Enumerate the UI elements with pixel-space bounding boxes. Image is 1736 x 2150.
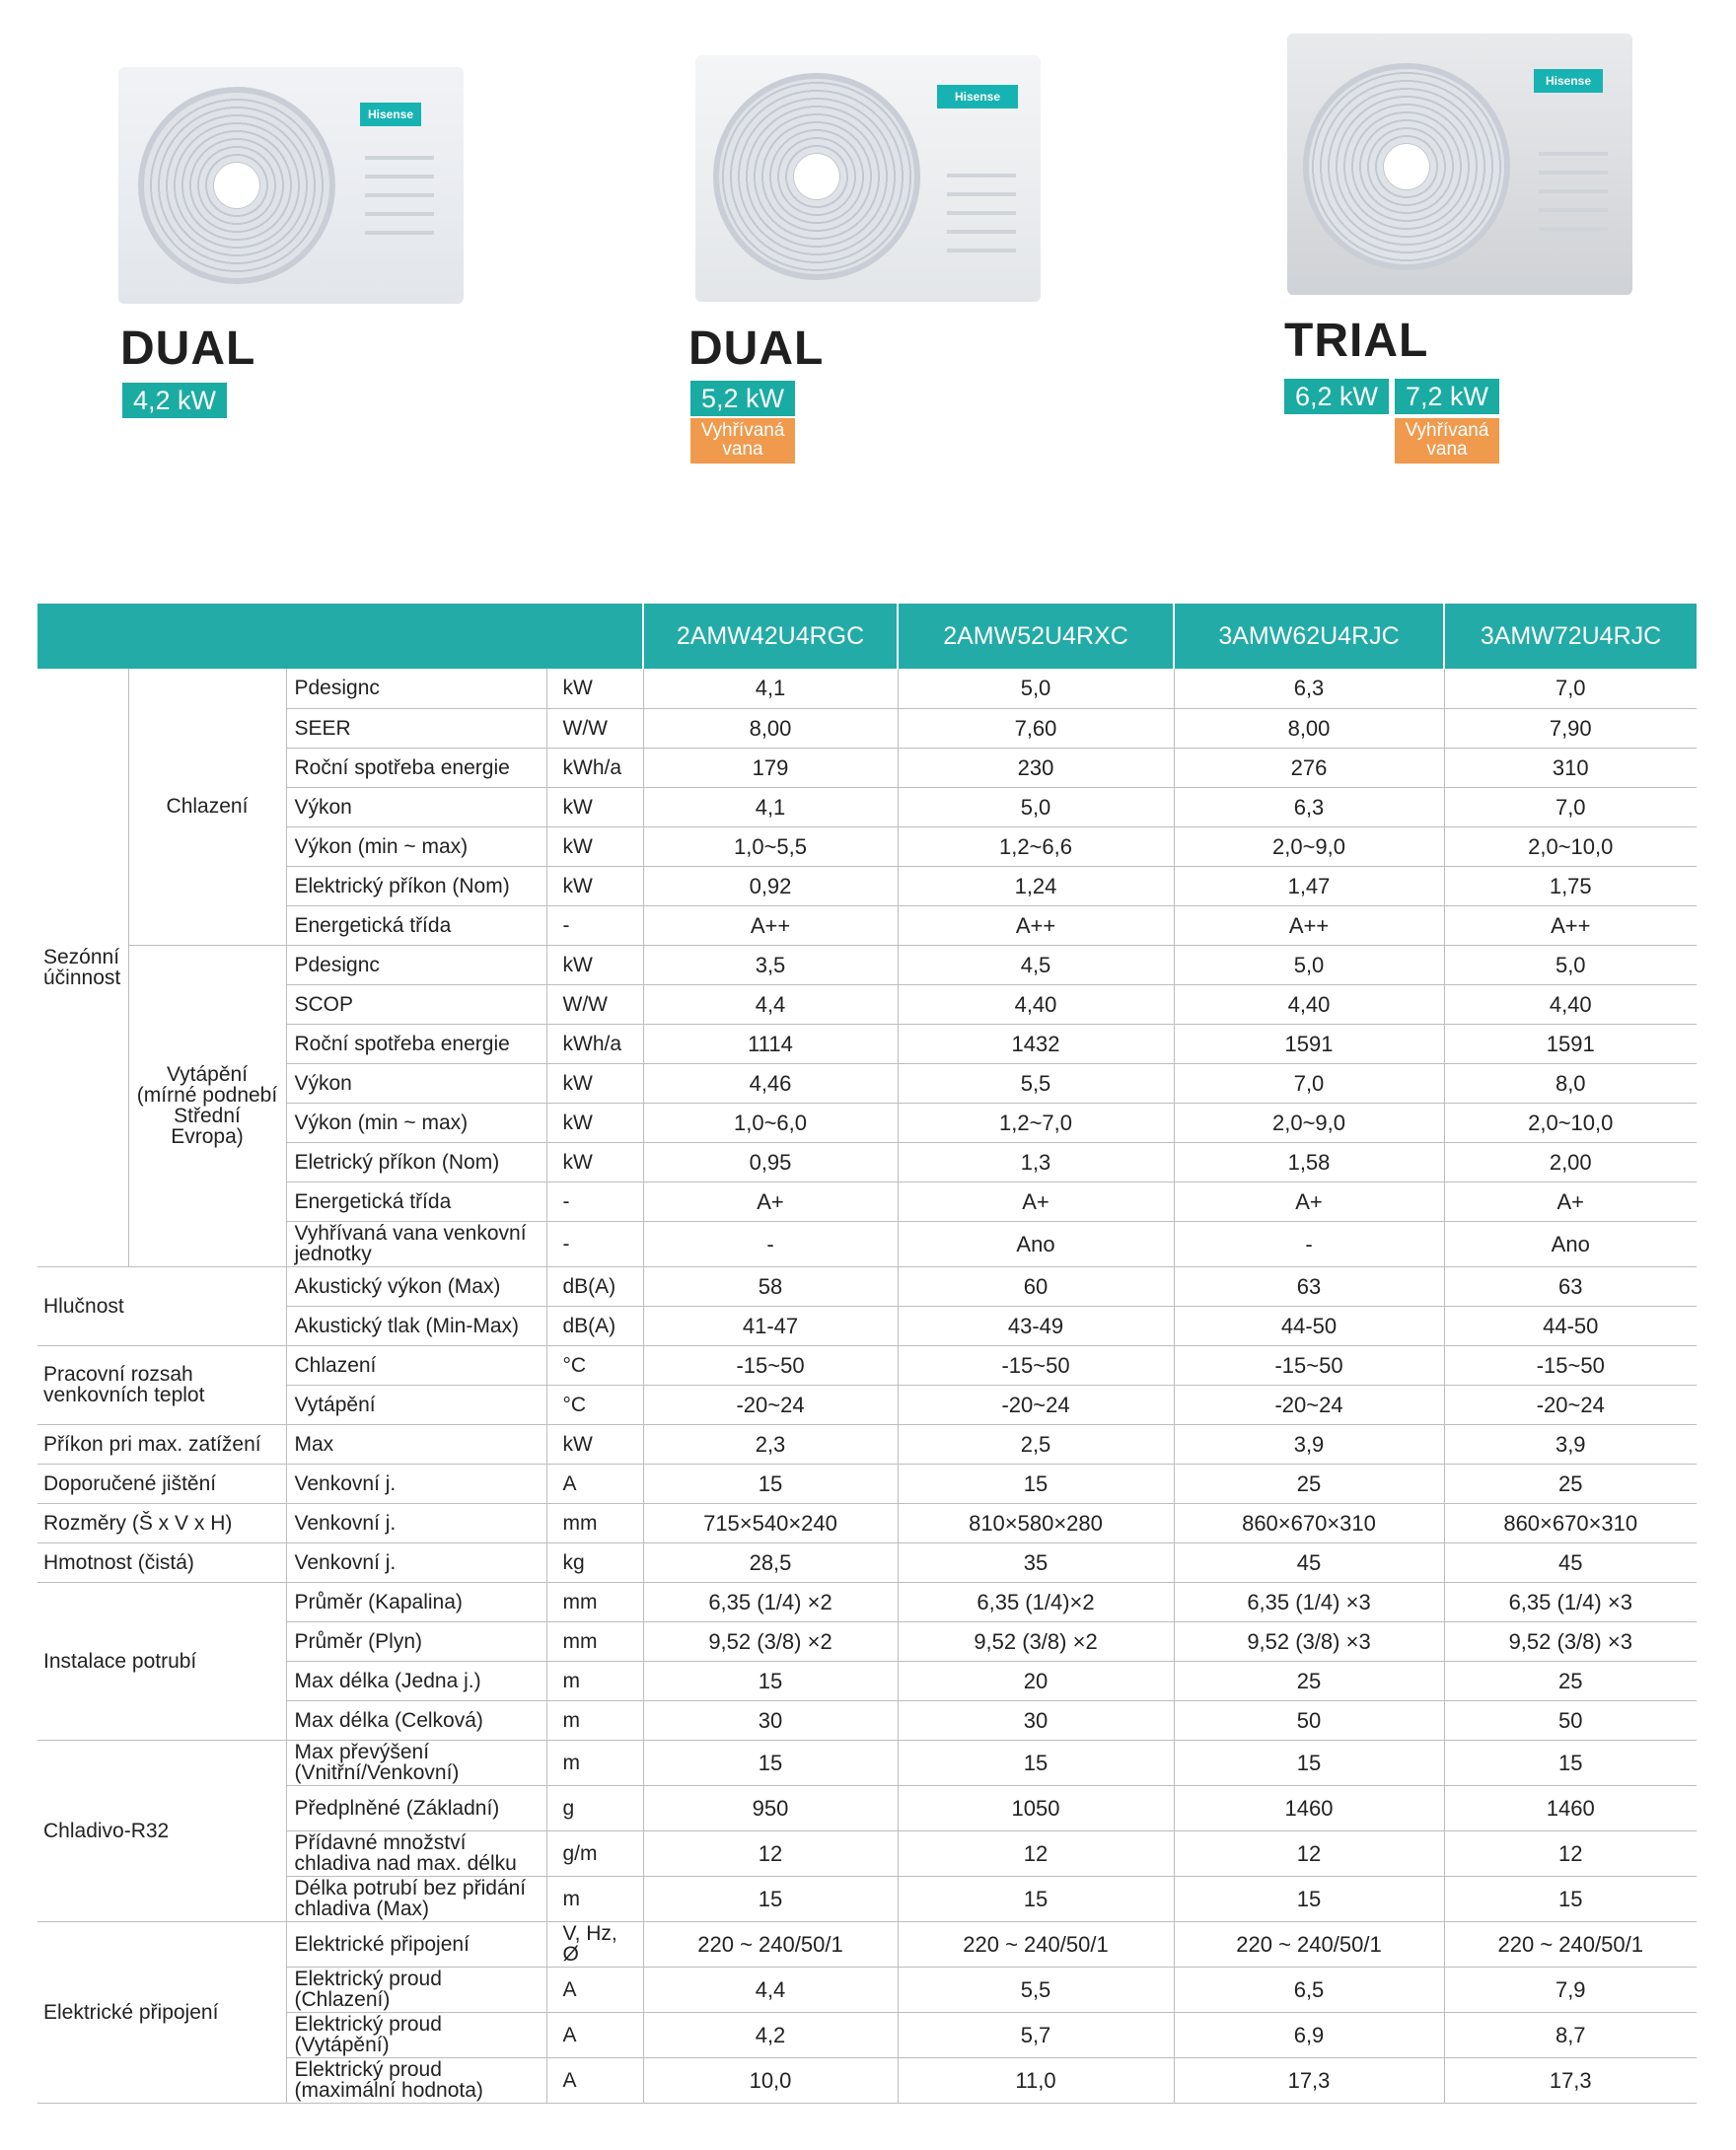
value-cell: 5,5 [898, 1967, 1174, 2012]
unit-label: kWh/a [546, 748, 643, 787]
value-cell: 4,40 [1444, 984, 1697, 1024]
value-cell: 220 ~ 240/50/1 [643, 1921, 898, 1967]
table-row [37, 1464, 1697, 1503]
parameter-label: Roční spotřeba energie [286, 1024, 546, 1063]
value-cell: 4,46 [643, 1063, 898, 1103]
parameter-label: Výkon (min ~ max) [286, 1103, 546, 1142]
unit-label: m [546, 1700, 643, 1740]
fan-icon [1303, 63, 1510, 270]
table-row [37, 1876, 1697, 1921]
unit-label: m [546, 1661, 643, 1700]
value-cell: 25 [1444, 1661, 1697, 1700]
value-cell: 35 [898, 1542, 1174, 1582]
value-cell: 58 [643, 1266, 898, 1306]
unit-label: - [546, 1221, 643, 1266]
value-cell: 220 ~ 240/50/1 [1444, 1921, 1697, 1967]
value-cell: 63 [1174, 1266, 1444, 1306]
subsection-label: Chlazení [128, 669, 286, 945]
value-cell: 4,40 [1174, 984, 1444, 1024]
value-cell: 5,0 [1444, 945, 1697, 984]
table-row [37, 2012, 1697, 2057]
value-cell: 9,52 (3/8) ×3 [1444, 1621, 1697, 1661]
value-cell: 20 [898, 1661, 1174, 1700]
power-badge-1: 4,2 kW [122, 383, 227, 418]
value-cell: 2,5 [898, 1424, 1174, 1464]
spec-table [37, 604, 1697, 2104]
product-title-1: DUAL [120, 322, 256, 375]
value-cell: 15 [643, 1876, 898, 1921]
unit-label: - [546, 905, 643, 945]
value-cell: 6,35 (1/4)×2 [898, 1582, 1174, 1621]
parameter-label: Max převýšení (Vnitřní/Venkovní) [286, 1740, 546, 1785]
value-cell: 12 [1174, 1830, 1444, 1876]
value-cell: 28,5 [643, 1542, 898, 1582]
value-cell: 2,0~9,0 [1174, 826, 1444, 866]
unit-label: m [546, 1740, 643, 1785]
brand-logo: Hisense [1534, 69, 1603, 93]
value-cell: 3,5 [643, 945, 898, 984]
value-cell: 9,52 (3/8) ×2 [898, 1621, 1174, 1661]
parameter-label: Vytápění [286, 1385, 546, 1424]
value-cell: A++ [643, 905, 898, 945]
value-cell: 1,0~5,5 [643, 826, 898, 866]
value-cell: - [643, 1221, 898, 1266]
unit-label: W/W [546, 708, 643, 748]
brand-logo: Hisense [360, 103, 421, 126]
value-cell: 7,60 [898, 708, 1174, 748]
value-cell: 1,75 [1444, 866, 1697, 905]
unit-label: kW [546, 1103, 643, 1142]
table-row [37, 1221, 1697, 1266]
value-cell: 220 ~ 240/50/1 [898, 1921, 1174, 1967]
value-cell: 25 [1444, 1464, 1697, 1503]
brand-logo: Hisense [937, 85, 1018, 108]
unit-label: g [546, 1785, 643, 1830]
table-row [37, 1830, 1697, 1876]
parameter-label: Přídavné množství chladiva nad max. délku [286, 1830, 546, 1876]
value-cell: 30 [643, 1700, 898, 1740]
table-row [37, 1967, 1697, 2012]
value-cell: 15 [898, 1740, 1174, 1785]
model-header: 3AMW62U4RJC [1174, 604, 1444, 669]
table-row [37, 945, 1697, 984]
header-blank [37, 604, 643, 669]
table-row [37, 1621, 1697, 1661]
value-cell: 15 [1174, 1740, 1444, 1785]
value-cell: 8,00 [1174, 708, 1444, 748]
power-badge-3b: 7,2 kW [1395, 379, 1499, 414]
value-cell: 1460 [1444, 1785, 1697, 1830]
unit-label: - [546, 1182, 643, 1221]
value-cell: 2,00 [1444, 1142, 1697, 1182]
table-row [37, 905, 1697, 945]
parameter-label: Venkovní j. [286, 1464, 546, 1503]
value-cell: 1,3 [898, 1142, 1174, 1182]
unit-label: dB(A) [546, 1306, 643, 1345]
parameter-label: Akustický výkon (Max) [286, 1266, 546, 1306]
table-row [37, 1700, 1697, 1740]
table-row [37, 1503, 1697, 1542]
table-row [37, 1024, 1697, 1063]
section-label: Doporučené jištění [37, 1464, 286, 1503]
value-cell: 6,3 [1174, 787, 1444, 826]
value-cell: -20~24 [643, 1385, 898, 1424]
unit-label: A [546, 1464, 643, 1503]
parameter-label: Venkovní j. [286, 1542, 546, 1582]
value-cell: 2,0~9,0 [1174, 1103, 1444, 1142]
value-cell: 1591 [1174, 1024, 1444, 1063]
value-cell: A++ [1444, 905, 1697, 945]
value-cell: -15~50 [898, 1345, 1174, 1385]
value-cell: -20~24 [898, 1385, 1174, 1424]
value-cell: 10,0 [643, 2057, 898, 2103]
table-row [37, 708, 1697, 748]
value-cell: 6,3 [1174, 669, 1444, 708]
unit-label: g/m [546, 1830, 643, 1876]
value-cell: 1114 [643, 1024, 898, 1063]
value-cell: 7,90 [1444, 708, 1697, 748]
value-cell: 0,92 [643, 866, 898, 905]
value-cell: 4,4 [643, 984, 898, 1024]
value-cell: 7,0 [1174, 1063, 1444, 1103]
value-cell: -15~50 [643, 1345, 898, 1385]
section-label: Instalace potrubí [37, 1582, 286, 1740]
value-cell: 276 [1174, 748, 1444, 787]
value-cell: 30 [898, 1700, 1174, 1740]
parameter-label: Venkovní j. [286, 1503, 546, 1542]
parameter-label: Elektrický příkon (Nom) [286, 866, 546, 905]
table-row [37, 826, 1697, 866]
value-cell: 1460 [1174, 1785, 1444, 1830]
product-title-2: DUAL [688, 322, 825, 375]
value-cell: 6,35 (1/4) ×3 [1174, 1582, 1444, 1621]
value-cell: Ano [1444, 1221, 1697, 1266]
parameter-label: Výkon (min ~ max) [286, 826, 546, 866]
value-cell: 4,2 [643, 2012, 898, 2057]
value-cell: 2,0~10,0 [1444, 1103, 1697, 1142]
value-cell: 43-49 [898, 1306, 1174, 1345]
parameter-label: Chlazení [286, 1345, 546, 1385]
parameter-label: Eletrický příkon (Nom) [286, 1142, 546, 1182]
parameter-label: Max délka (Jedna j.) [286, 1661, 546, 1700]
value-cell: 1,2~6,6 [898, 826, 1174, 866]
parameter-label: Akustický tlak (Min-Max) [286, 1306, 546, 1345]
unit-label: kW [546, 866, 643, 905]
table-row [37, 1424, 1697, 1464]
unit-label: kg [546, 1542, 643, 1582]
section-label: Hlučnost [37, 1266, 286, 1345]
table-row [37, 787, 1697, 826]
value-cell: 179 [643, 748, 898, 787]
section-label: Chladivo-R32 [37, 1740, 286, 1921]
unit-label: mm [546, 1503, 643, 1542]
value-cell: 44-50 [1444, 1306, 1697, 1345]
value-cell: 6,5 [1174, 1967, 1444, 2012]
value-cell: A+ [1444, 1182, 1697, 1221]
unit-label: kW [546, 787, 643, 826]
subsection-label: Vytápění (mírné podnebí Střední Evropa) [128, 945, 286, 1266]
value-cell: 6,35 (1/4) ×2 [643, 1582, 898, 1621]
value-cell: 6,9 [1174, 2012, 1444, 2057]
value-cell: 715×540×240 [643, 1503, 898, 1542]
power-badge-2: 5,2 kW [690, 381, 795, 416]
table-row [37, 1306, 1697, 1345]
value-cell: 4,1 [643, 669, 898, 708]
unit-label: V, Hz, Ø [546, 1921, 643, 1967]
parameter-label: Průměr (Kapalina) [286, 1582, 546, 1621]
value-cell: 5,0 [898, 787, 1174, 826]
table-row [37, 1921, 1697, 1967]
outdoor-unit-image-2 [695, 55, 1041, 302]
parameter-label: SCOP [286, 984, 546, 1024]
parameter-label: Max [286, 1424, 546, 1464]
model-header: 2AMW42U4RGC [643, 604, 898, 669]
parameter-label: Max délka (Celková) [286, 1700, 546, 1740]
section-label: Elektrické připojení [37, 1921, 286, 2103]
table-row [37, 1785, 1697, 1830]
power-badge-3a: 6,2 kW [1284, 379, 1389, 414]
value-cell: 15 [643, 1740, 898, 1785]
unit-label: kWh/a [546, 1024, 643, 1063]
vent-grille-icon [365, 156, 434, 250]
value-cell: 220 ~ 240/50/1 [1174, 1921, 1444, 1967]
value-cell: 17,3 [1174, 2057, 1444, 2103]
value-cell: 12 [898, 1830, 1174, 1876]
unit-label: dB(A) [546, 1266, 643, 1306]
unit-label: A [546, 2057, 643, 2103]
unit-label: kW [546, 826, 643, 866]
value-cell: 3,9 [1174, 1424, 1444, 1464]
table-row [37, 1582, 1697, 1621]
value-cell: 63 [1444, 1266, 1697, 1306]
value-cell: 15 [1444, 1876, 1697, 1921]
section-label: Sezónní účinnost [37, 669, 128, 1266]
value-cell: 15 [898, 1464, 1174, 1503]
value-cell: A++ [898, 905, 1174, 945]
value-cell: 44-50 [1174, 1306, 1444, 1345]
unit-label: A [546, 1967, 643, 2012]
parameter-label: SEER [286, 708, 546, 748]
unit-label: °C [546, 1345, 643, 1385]
table-row [37, 1740, 1697, 1785]
value-cell: 310 [1444, 748, 1697, 787]
value-cell: 45 [1174, 1542, 1444, 1582]
value-cell: 50 [1174, 1700, 1444, 1740]
value-cell: 2,3 [643, 1424, 898, 1464]
value-cell: 5,0 [1174, 945, 1444, 984]
value-cell: 860×670×310 [1174, 1503, 1444, 1542]
parameter-label: Energetická třída [286, 905, 546, 945]
value-cell: 3,9 [1444, 1424, 1697, 1464]
table-row [37, 1103, 1697, 1142]
model-header: 3AMW72U4RJC [1444, 604, 1697, 669]
parameter-label: Pdesignc [286, 669, 546, 708]
value-cell: 4,5 [898, 945, 1174, 984]
value-cell: 7,0 [1444, 787, 1697, 826]
value-cell: 1,0~6,0 [643, 1103, 898, 1142]
table-row [37, 1385, 1697, 1424]
table-row [37, 866, 1697, 905]
unit-label: kW [546, 1142, 643, 1182]
unit-label: kW [546, 669, 643, 708]
parameter-label: Elektrický proud (Vytápění) [286, 2012, 546, 2057]
value-cell: 5,7 [898, 2012, 1174, 2057]
table-row [37, 1182, 1697, 1221]
value-cell: 41-47 [643, 1306, 898, 1345]
table-row [37, 1345, 1697, 1385]
value-cell: 1,24 [898, 866, 1174, 905]
value-cell: Ano [898, 1221, 1174, 1266]
parameter-label: Elektrický proud (maximální hodnota) [286, 2057, 546, 2103]
table-row [37, 1542, 1697, 1582]
value-cell: 230 [898, 748, 1174, 787]
unit-label: mm [546, 1582, 643, 1621]
value-cell: 15 [898, 1876, 1174, 1921]
value-cell: 15 [1444, 1740, 1697, 1785]
value-cell: 8,00 [643, 708, 898, 748]
table-row [37, 1063, 1697, 1103]
value-cell: 15 [643, 1661, 898, 1700]
parameter-label: Elektrické připojení [286, 1921, 546, 1967]
value-cell: -15~50 [1174, 1345, 1444, 1385]
value-cell: 6,35 (1/4) ×3 [1444, 1582, 1697, 1621]
section-label: Hmotnost (čistá) [37, 1542, 286, 1582]
value-cell: A++ [1174, 905, 1444, 945]
heated-tray-badge-2: Vyhřívaná vana [690, 418, 795, 464]
value-cell: 1591 [1444, 1024, 1697, 1063]
vent-grille-icon [947, 174, 1016, 267]
value-cell: 9,52 (3/8) ×2 [643, 1621, 898, 1661]
model-header: 2AMW52U4RXC [898, 604, 1174, 669]
outdoor-unit-image-3 [1287, 34, 1632, 295]
table-row [37, 984, 1697, 1024]
value-cell: 9,52 (3/8) ×3 [1174, 1621, 1444, 1661]
parameter-label: Průměr (Plyn) [286, 1621, 546, 1661]
heated-tray-badge-3: Vyhřívaná vana [1395, 418, 1499, 464]
table-row [37, 1661, 1697, 1700]
unit-label: mm [546, 1621, 643, 1661]
unit-label: kW [546, 1424, 643, 1464]
value-cell: A+ [643, 1182, 898, 1221]
value-cell: 50 [1444, 1700, 1697, 1740]
product-title-3: TRIAL [1284, 315, 1429, 367]
unit-label: kW [546, 1063, 643, 1103]
table-row [37, 1142, 1697, 1182]
value-cell: 4,4 [643, 1967, 898, 2012]
value-cell: 15 [643, 1464, 898, 1503]
parameter-label: Vyhřívaná vana venkovní jednotky [286, 1221, 546, 1266]
value-cell: 4,1 [643, 787, 898, 826]
value-cell: 2,0~10,0 [1444, 826, 1697, 866]
table-row [37, 748, 1697, 787]
value-cell: 11,0 [898, 2057, 1174, 2103]
unit-label: A [546, 2012, 643, 2057]
value-cell: 12 [643, 1830, 898, 1876]
value-cell: -20~24 [1444, 1385, 1697, 1424]
section-label: Příkon pri max. zatížení [37, 1424, 286, 1464]
fan-icon [713, 73, 920, 280]
unit-label: m [546, 1876, 643, 1921]
value-cell: 17,3 [1444, 2057, 1697, 2103]
value-cell: 8,0 [1444, 1063, 1697, 1103]
value-cell: -20~24 [1174, 1385, 1444, 1424]
value-cell: -15~50 [1444, 1345, 1697, 1385]
fan-icon [138, 87, 335, 284]
parameter-label: Energetická třída [286, 1182, 546, 1221]
value-cell: 1,2~7,0 [898, 1103, 1174, 1142]
value-cell: A+ [1174, 1182, 1444, 1221]
parameter-label: Výkon [286, 787, 546, 826]
value-cell: 950 [643, 1785, 898, 1830]
value-cell: 1,58 [1174, 1142, 1444, 1182]
value-cell: 12 [1444, 1830, 1697, 1876]
value-cell: 45 [1444, 1542, 1697, 1582]
table-row [37, 669, 1697, 708]
value-cell: A+ [898, 1182, 1174, 1221]
value-cell: - [1174, 1221, 1444, 1266]
parameter-label: Délka potrubí bez přidání chladiva (Max) [286, 1876, 546, 1921]
parameter-label: Roční spotřeba energie [286, 748, 546, 787]
value-cell: 25 [1174, 1464, 1444, 1503]
vent-grille-icon [1539, 152, 1608, 246]
value-cell: 860×670×310 [1444, 1503, 1697, 1542]
parameter-label: Předplněné (Základní) [286, 1785, 546, 1830]
parameter-label: Výkon [286, 1063, 546, 1103]
value-cell: 60 [898, 1266, 1174, 1306]
outdoor-unit-image-1 [118, 67, 464, 304]
value-cell: 1432 [898, 1024, 1174, 1063]
value-cell: 8,7 [1444, 2012, 1697, 2057]
section-label: Rozměry (Š x V x H) [37, 1503, 286, 1542]
table-header-row [37, 604, 1697, 669]
value-cell: 0,95 [643, 1142, 898, 1182]
value-cell: 1,47 [1174, 866, 1444, 905]
unit-label: °C [546, 1385, 643, 1424]
table-row [37, 2057, 1697, 2103]
value-cell: 15 [1174, 1876, 1444, 1921]
parameter-label: Elektrický proud (Chlazení) [286, 1967, 546, 2012]
value-cell: 5,5 [898, 1063, 1174, 1103]
value-cell: 25 [1174, 1661, 1444, 1700]
unit-label: W/W [546, 984, 643, 1024]
section-label: Pracovní rozsah venkovních teplot [37, 1345, 286, 1424]
value-cell: 4,40 [898, 984, 1174, 1024]
table-row [37, 1266, 1697, 1306]
value-cell: 7,9 [1444, 1967, 1697, 2012]
value-cell: 5,0 [898, 669, 1174, 708]
value-cell: 1050 [898, 1785, 1174, 1830]
value-cell: 7,0 [1444, 669, 1697, 708]
unit-label: kW [546, 945, 643, 984]
value-cell: 810×580×280 [898, 1503, 1174, 1542]
parameter-label: Pdesignc [286, 945, 546, 984]
